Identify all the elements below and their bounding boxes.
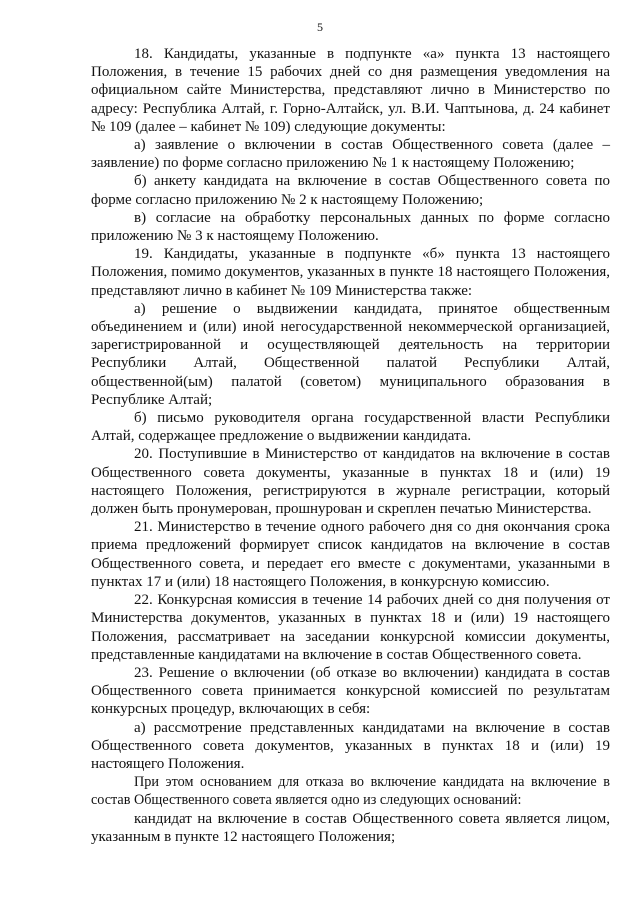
paragraph-20: 20. Поступившие в Министерство от кандидатов на включение в состав Общественного совета документы, указанные в пунктах 18 и (или) 19 настоящего Положения, регистрируются в журнале регистрации, который должен быть пронумерован, прошнурован и скреплен печатью Министерства. [91, 446, 610, 518]
paragraph-19: 19. Кандидаты, указанные в подпункте «б» пункта 13 настоящего Положения, помимо документов, указанных в пункте 18 настоящего Положения, представляют лично в кабинет № 109 Министерства также: [91, 246, 610, 299]
page-number: 5 [317, 20, 323, 34]
document-body [91, 45, 610, 846]
paragraph-18: 18. Кандидаты, указанные в подпункте «а» пункта 13 настоящего Положения, в течение 15 рабочих дней со дня размещения уведомления на официальном сайте Министерства, представляют лично в Министерство по адресу: Республика Алтай, г. Горно-Алтайск, ул. В.И. Чаптынова, д. 24 кабинет № 109 (далее – кабинет № 109) следующие документы: [91, 46, 610, 135]
paragraph-19-a: а) решение о выдвижении кандидата, принятое общественным объединением и (или) иной негосударственной некоммерческой организацией, зарегистрированной и осуществляющей деятельность на территории Республики Алтай, Общественной палатой Республики Алтай, общественной(ым) палатой (советом) муниципального образования в Республике Алтай; [91, 300, 610, 408]
paragraph-refusal-reason-1: кандидат на включение в состав Общественного совета является лицом, указанным в пункте 12 настоящего Положения; [91, 810, 610, 845]
paragraph-21: 21. Министерство в течение одного рабочего дня со дня окончания срока приема предложений формирует список кандидатов на включение в состав Общественного совета, и передает его вместе с документами, указанными в пунктах 17 и (или) 18 настоящего Положения, в конкурсную комиссию. [91, 519, 610, 590]
paragraph-18-a: а) заявление о включении в состав Общественного совета (далее – заявление) по форме согласно приложению № 1 к настоящему Положению; [91, 137, 610, 172]
paragraph-18-b: б) анкету кандидата на включение в состав Общественного совета по форме согласно приложению № 2 к настоящему Положению; [91, 173, 610, 208]
paragraph-23: 23. Решение о включении (об отказе во включении) кандидата в состав Общественного совета принимается конкурсной комиссией по результатам конкурсных процедур, включающих в себя: [91, 664, 610, 718]
paragraph-refusal-grounds: При этом основанием для отказа во включение кандидата на включение в состав Общественного совета является одно из следующих оснований: [91, 774, 610, 809]
paragraph-18-v: в) согласие на обработку персональных данных по форме согласно приложению № 3 к настоящему Положению. [91, 209, 610, 245]
paragraph-22: 22. Конкурсная комиссия в течение 14 рабочих дней со дня получения от Министерства документов, указанных в пунктах 18 и (или) 19 настоящего Положения, рассматривает на заседании конкурсной комиссии документы, представленные кандидатами на включение в состав Общественного совета. [91, 592, 610, 663]
paragraph-23-a: а) рассмотрение представленных кандидатами на включение в состав Общественного совета документов, указанных в пунктах 18 и (или) 19 настоящего Положения. [91, 719, 610, 772]
paragraph-19-b: б) письмо руководителя органа государственной власти Республики Алтай, содержащее предложение о выдвижении кандидата. [91, 410, 610, 445]
